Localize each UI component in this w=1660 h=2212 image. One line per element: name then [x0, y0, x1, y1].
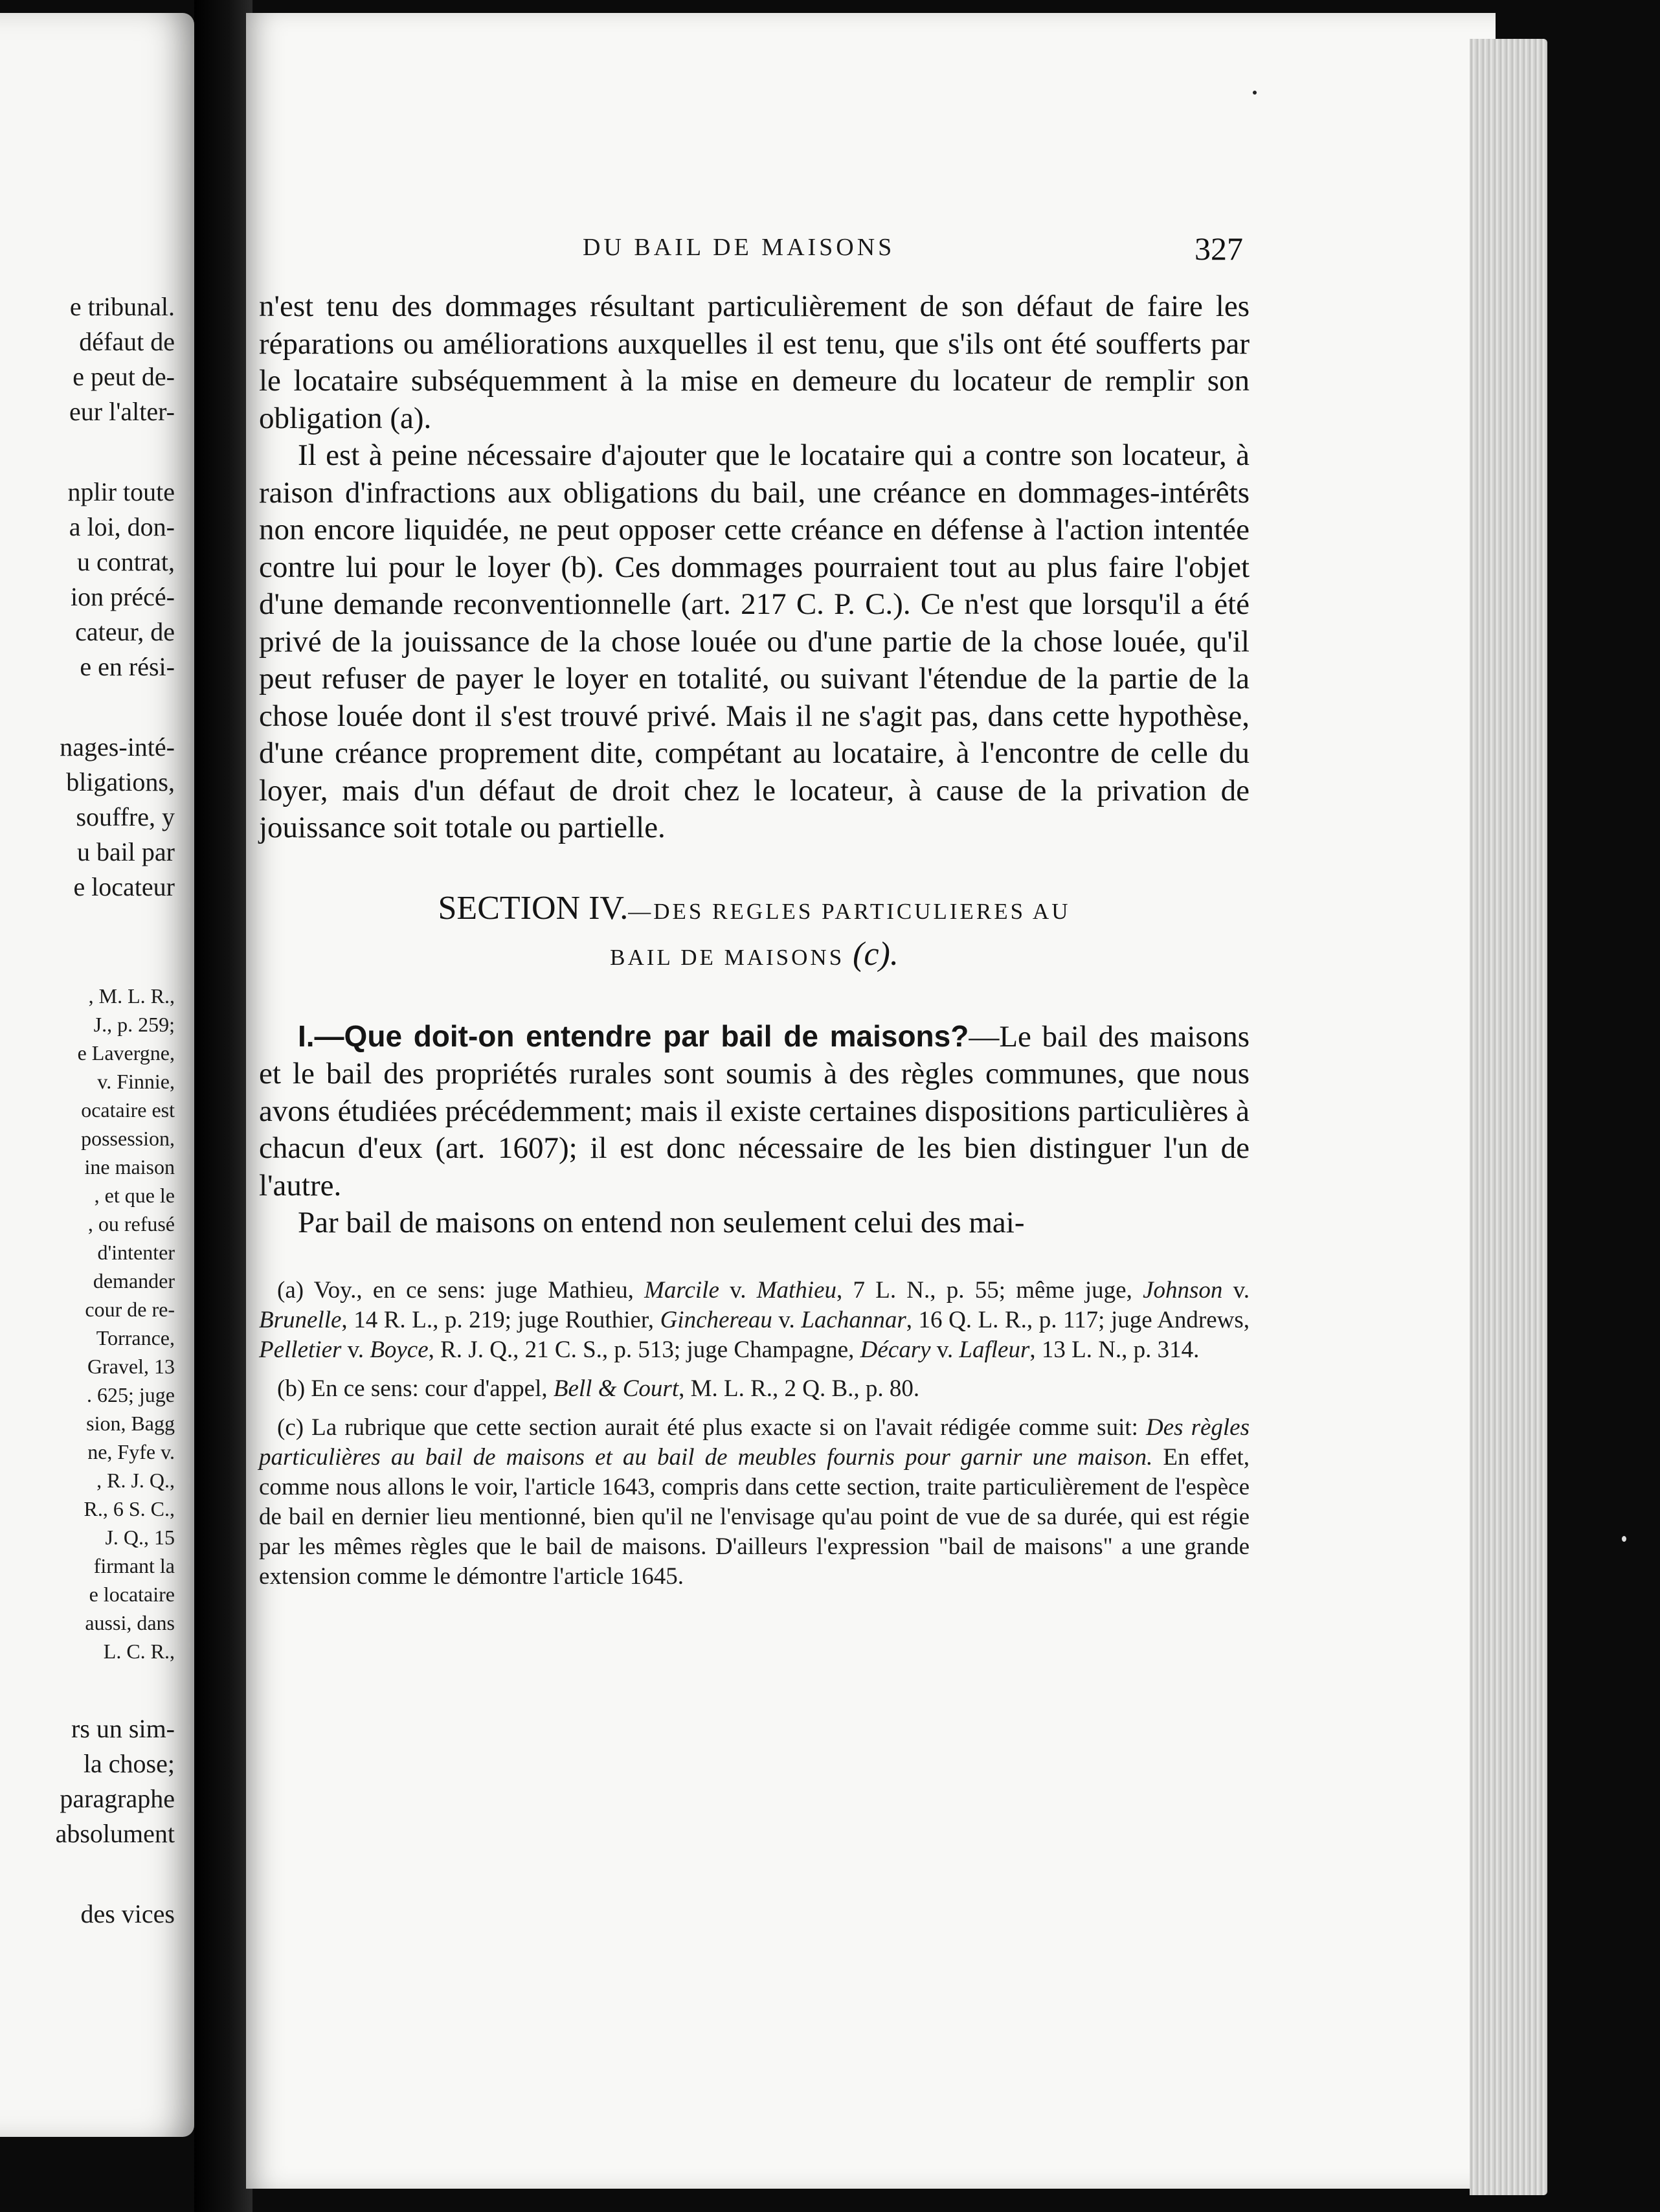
- left-page-line: cour de re-: [85, 1298, 175, 1321]
- case-name: Johnson: [1143, 1276, 1223, 1304]
- proposed-rubric: Des règles particulières au bail de maisons et au bail de meubles fournis pour garnir une maison.: [259, 1414, 1250, 1471]
- section-title-continued: BAIL DE MAISONS: [610, 944, 845, 970]
- footnote-text: , 16 Q. L. R., p. 117; juge Andrews,: [906, 1306, 1250, 1333]
- case-name: Marcile: [644, 1276, 719, 1304]
- section-heading: [259, 887, 1250, 979]
- paragraph: Par bail de maisons on entend non seulement celui des mai-: [298, 1206, 1025, 1239]
- left-page-line: sion, Bagg: [86, 1412, 175, 1435]
- previous-page-fragment: [0, 13, 194, 2137]
- case-name: Mathieu: [756, 1276, 836, 1304]
- footnote-text: , 7 L. N., p. 55; même juge,: [836, 1276, 1143, 1304]
- footnote-text: v.: [930, 1336, 959, 1363]
- footnote-text: (a) Voy., en ce sens: juge Mathieu,: [277, 1276, 645, 1304]
- left-page-line: . 625; juge: [87, 1383, 175, 1406]
- case-name: Ginchereau: [660, 1306, 772, 1333]
- footnote-b: [259, 1374, 1250, 1404]
- left-page-line: e peut de-: [73, 362, 175, 391]
- footnote-text: , 13 L. N., p. 314.: [1029, 1336, 1200, 1363]
- footnote-a: [259, 1276, 1250, 1365]
- left-page-line: rs un sim-: [71, 1714, 175, 1743]
- left-page-line: v. Finnie,: [97, 1070, 175, 1093]
- case-name: Pelletier: [259, 1336, 342, 1363]
- left-page-line: e locataire: [89, 1583, 175, 1606]
- footnote-c: [259, 1413, 1250, 1592]
- left-page-line: , M. L. R.,: [88, 984, 175, 1008]
- left-page-line: u contrat,: [76, 547, 175, 576]
- case-name: Boyce: [370, 1336, 429, 1363]
- footnote-text: , M. L. R., 2 Q. B., p. 80.: [679, 1375, 920, 1402]
- subsection-text: —Le bail des maisons et le bail des propriétés rurales sont soumis à des règles communes, que nous avons étudiées précédemment; mais il existe certaines dispositions particulières à chacun d'eux (art. 1607); il est donc nécessaire de les bien distinguer l'un de l'autre.: [259, 1019, 1250, 1202]
- book-gutter: [194, 0, 252, 2212]
- main-text-block: [259, 233, 1250, 1601]
- case-name: Brunelle: [259, 1306, 342, 1333]
- case-name: Lachannar: [801, 1306, 906, 1333]
- left-page-line: défaut de: [79, 327, 175, 356]
- left-page-line: des vices: [80, 1899, 175, 1928]
- print-speck: [1622, 1536, 1626, 1542]
- left-page-line: aussi, dans: [85, 1611, 175, 1634]
- left-page-line: e tribunal.: [69, 292, 175, 321]
- left-page-line: L. C. R.,: [103, 1640, 175, 1663]
- left-page-line: J., p. 259;: [93, 1013, 175, 1036]
- footnote-text: v.: [719, 1276, 757, 1304]
- page-edges: [1470, 39, 1547, 2195]
- left-page-line: nages-inté-: [60, 732, 175, 762]
- left-page-line: bligations,: [66, 767, 175, 796]
- section-title: —DES REGLES PARTICULIERES AU: [628, 898, 1071, 924]
- left-page-line: d'intenter: [97, 1241, 175, 1264]
- subsection-title: I.—Que doit-on entendre par bail de maisons?: [298, 1019, 969, 1053]
- case-name: Bell & Court: [553, 1375, 679, 1402]
- left-page-line: R., 6 S. C.,: [84, 1497, 175, 1520]
- footnote-text: v.: [1222, 1276, 1250, 1304]
- left-page-line: absolument: [55, 1819, 175, 1848]
- left-page-line: paragraphe: [60, 1784, 175, 1813]
- footnote-text: (b) En ce sens: cour d'appel,: [277, 1375, 554, 1402]
- paragraph: n'est tenu des dommages résultant particulièrement de son défaut de faire les réparations ou améliorations auxquelles il est tenu, que s'ils ont été soufferts par le locataire subséquemment à la mise en demeure du locateur de remplir son obligation (a).: [259, 289, 1250, 435]
- footnote-text: , R. J. Q., 21 C. S., p. 513; juge Champagne,: [428, 1336, 860, 1363]
- footnote-text: En effet, comme nous allons le voir, l'article 1643, compris dans cette section, traite particulièrement de l'espèce de bail en dernier lieu mentionné, bien qu'il ne l'envisage qu'au point de vue de sa durée, qui est régie par les mêmes règles que le bail de maisons. D'ailleurs l'expression "bail de maisons" a une grande extension comme le démontre l'article 1645.: [259, 1443, 1250, 1590]
- left-page-line: e en rési-: [80, 652, 175, 681]
- left-page-line: ine maison: [84, 1155, 175, 1179]
- left-page-line: , ou refusé: [87, 1212, 175, 1236]
- left-page-line: possession,: [81, 1127, 175, 1150]
- footnote-text: v.: [341, 1336, 370, 1363]
- footnotes: [259, 1276, 1250, 1592]
- left-page-line: ion précé-: [70, 582, 175, 611]
- left-page-line: e Lavergne,: [77, 1041, 175, 1065]
- left-page-line: , et que le: [94, 1184, 175, 1207]
- left-page-line: cateur, de: [75, 617, 175, 646]
- paragraph: Il est à peine nécessaire d'ajouter que le locataire qui a contre son locateur, à raison d'infractions aux obligations du bail, une créance en dommages-intérêts non encore liquidée, ne peut opposer cette créance en défense à l'action intentée contre lui pour le loyer (b). Ces dommages pourraient tout au plus faire l'objet d'une demande reconventionnelle (art. 217 C. P. C.). Ce n'est que lorsqu'il a été privé de la jouissance de la chose louée ou d'une partie de la chose louée, qu'il peut refuser de payer le loyer en totalité, ou suivant l'étendue de la partie de la chose louée dont il s'est trouvé privé. Mais il ne s'agit pas, dans cette hypothèse, d'une créance proprement dite, compétant au locataire, à l'encontre de celle du loyer, mais d'un défaut de droit chez le locateur, à cause de la privation de jouissance soit totale ou partielle.: [259, 438, 1250, 844]
- print-speck: [1253, 91, 1257, 95]
- footnote-reference: (c).: [853, 935, 899, 973]
- left-page-line: ne, Fyfe v.: [87, 1440, 175, 1463]
- left-page-line: Gravel, 13: [87, 1355, 175, 1378]
- footnote-text: v.: [772, 1306, 802, 1333]
- section-label: SECTION IV.: [438, 889, 629, 927]
- left-page-line: J. Q., 15: [105, 1526, 175, 1549]
- left-page-line: Torrance,: [96, 1326, 175, 1349]
- left-page-line: ocataire est: [81, 1098, 175, 1122]
- left-page-line: u bail par: [76, 837, 175, 866]
- footnote-text: (c) La rubrique que cette section aurait été plus exacte si on l'avait rédigée comme suit:: [277, 1414, 1146, 1441]
- left-page-line: nplir toute: [67, 477, 175, 506]
- footnote-text: , 14 R. L., p. 219; juge Routhier,: [341, 1306, 660, 1333]
- case-name: Décary: [860, 1336, 931, 1363]
- left-page-line: souffre, y: [76, 802, 175, 831]
- left-page-line: a loi, don-: [69, 512, 175, 541]
- page-number: 327: [1195, 231, 1243, 267]
- left-page-line: firmant la: [93, 1554, 175, 1577]
- left-page-line: eur l'alter-: [69, 397, 175, 426]
- left-page-line: , R. J. Q.,: [96, 1469, 175, 1492]
- case-name: Lafleur: [959, 1336, 1030, 1363]
- running-head: DU BAIL DE MAISONS: [583, 234, 895, 261]
- left-page-line: la chose;: [83, 1749, 175, 1778]
- left-page-line: demander: [93, 1269, 175, 1292]
- paragraph: [259, 1018, 1250, 1205]
- left-page-line: e locateur: [73, 872, 175, 901]
